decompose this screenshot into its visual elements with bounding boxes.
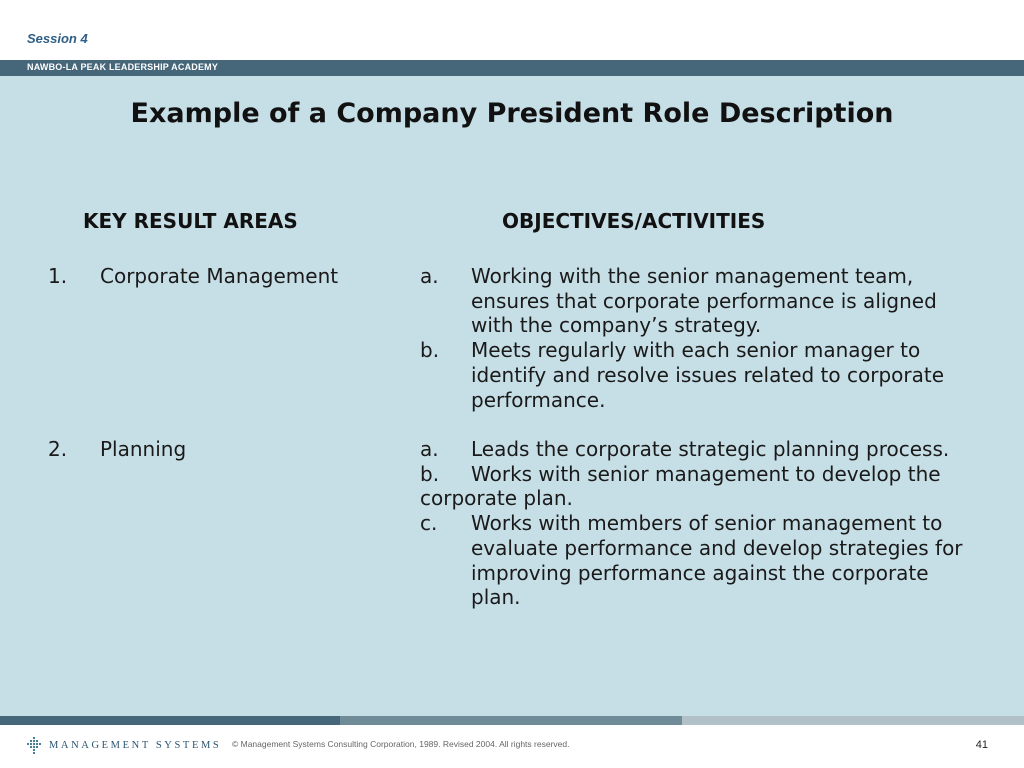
objective-text: Works with members of senior management to evaluate performance and develop strategies for improving performance against the corporate plan. xyxy=(471,511,963,610)
objectives-header: OBJECTIVES/ACTIVITIES xyxy=(502,209,766,233)
objectives-list xyxy=(420,264,980,412)
area-number: 1. xyxy=(48,264,68,288)
management-systems-logo-icon xyxy=(26,737,43,754)
objective-text: Works with senior management to develop the corporate plan. xyxy=(420,461,941,511)
management-systems-logo xyxy=(26,737,221,754)
objective-marker: a. xyxy=(420,264,439,288)
objective-text: Leads the corporate strategic planning process. xyxy=(471,437,950,461)
slide-title: Example of a Company President Role Description xyxy=(130,98,894,129)
objectives-list xyxy=(420,437,980,610)
objective-item xyxy=(420,437,980,462)
header-banner xyxy=(0,60,1024,76)
objective-marker: a. xyxy=(420,437,439,461)
objective-item xyxy=(420,462,980,511)
footer-bar-mid xyxy=(340,716,682,725)
objective-text: Working with the senior management team, ensures that corporate performance is aligned with the company’s strategy. xyxy=(471,264,937,338)
copyright-text: © Management Systems Consulting Corporation, 1989. Revised 2004. All rights reserved. xyxy=(232,739,570,749)
objective-text: Meets regularly with each senior manager to identify and resolve issues related to corporate performance. xyxy=(471,338,944,412)
objective-marker: b. xyxy=(420,461,440,486)
objective-marker: c. xyxy=(420,511,438,536)
logo-text: MANAGEMENT SYSTEMS xyxy=(49,740,222,751)
area-number: 2. xyxy=(48,437,68,461)
footer-bar-light xyxy=(682,716,1024,725)
objective-item xyxy=(420,511,980,610)
key-result-areas-header: KEY RESULT AREAS xyxy=(83,209,298,233)
page-number: 41 xyxy=(975,739,988,751)
area-name: Planning xyxy=(100,437,187,461)
objective-item xyxy=(420,264,980,338)
banner-text: NAWBO-LA PEAK LEADERSHIP ACADEMY xyxy=(27,62,219,72)
area-name: Corporate Management xyxy=(100,264,339,288)
objective-item xyxy=(420,338,980,412)
objective-marker: b. xyxy=(420,338,440,363)
slide-content xyxy=(0,76,1024,716)
session-label: Session 4 xyxy=(27,31,88,46)
footer-bars xyxy=(0,716,1024,725)
footer-bar-dark xyxy=(0,716,340,725)
